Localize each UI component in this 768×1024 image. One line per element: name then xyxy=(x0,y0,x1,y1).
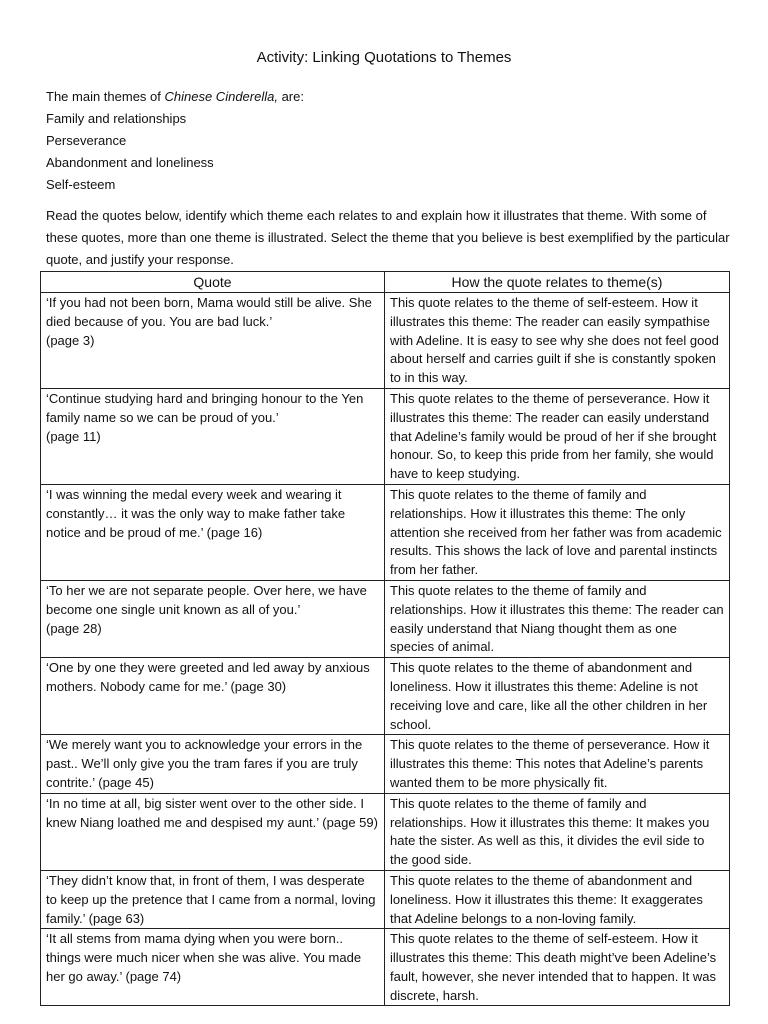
table-row xyxy=(41,735,730,793)
table-row xyxy=(41,484,730,580)
quote-cell xyxy=(41,293,385,389)
quote-text: ‘They didn’t know that, in front of them, I was desperate to keep up the pretence that I came from a normal, loving family.’ (page 63) xyxy=(46,872,376,926)
analysis-cell: This quote relates to the theme of family and relationships. How it illustrates this theme: The reader can easily understand that Niang thought them as one species of animal. xyxy=(385,580,730,657)
quote-text: ‘To her we are not separate people. Over here, we have become one single unit known as all of you.’ xyxy=(46,582,367,617)
column-header-quote: Quote xyxy=(41,272,385,293)
table-row xyxy=(41,293,730,389)
quote-text: ‘Continue studying hard and bringing honour to the Yen family name so we can be proud of you.’ xyxy=(46,390,364,425)
quote-cell xyxy=(41,929,385,1006)
analysis-cell: This quote relates to the theme of self-esteem. How it illustrates this theme: The reader can easily sympathise with Adeline. It is easy to see why she does not feel good about herself and carries guilt if she is constantly spoken to in this way. xyxy=(385,293,730,389)
page-reference: (page 28) xyxy=(46,620,102,636)
theme-item: Abandonment and loneliness xyxy=(46,155,214,170)
table-row xyxy=(41,580,730,657)
table-row xyxy=(41,658,730,735)
analysis-cell: This quote relates to the theme of perseverance. How it illustrates this theme: The reader can easily understand that Adeline’s family would be proud of her if she brought honour. So, to keep this pride from her family, she would have to keep studying. xyxy=(385,388,730,484)
page-reference: (page 11) xyxy=(46,428,101,444)
quote-text: ‘In no time at all, big sister went over to the other side. I knew Niang loathed me and despised my aunt.’ (page 59) xyxy=(46,795,378,830)
quote-cell xyxy=(41,735,385,793)
quote-text: ‘We merely want you to acknowledge your errors in the past.. We’ll only give you the tram fares if you are truly contrite.’ (page 45) xyxy=(46,737,363,790)
table-row xyxy=(41,388,730,484)
analysis-cell: This quote relates to the theme of family and relationships. How it illustrates this theme: The only attention she received from her father was from academic results. This shows the lack of love and parental instincts from her father. xyxy=(385,484,730,580)
analysis-cell: This quote relates to the theme of family and relationships. How it illustrates this theme: It makes you hate the sister. As well as this, it divides the evil side to the good side. xyxy=(385,793,730,870)
theme-item: Perseverance xyxy=(46,133,127,148)
table-header-row xyxy=(41,272,730,293)
analysis-cell: This quote relates to the theme of abandonment and loneliness. How it illustrates this theme: It exaggerates that Adeline belongs to a non-loving family. xyxy=(385,870,730,928)
quote-cell xyxy=(41,870,385,928)
analysis-cell: This quote relates to the theme of perseverance. How it illustrates this theme: This notes that Adeline’s parents wanted them to be more physically fit. xyxy=(385,735,730,793)
quote-text: ‘If you had not been born, Mama would still be alive. She died because of you. You are bad luck.’ xyxy=(46,295,372,329)
quote-text: ‘I was winning the medal every week and wearing it constantly… it was the only way to make father take notice and be proud of me.’ (page 16) xyxy=(46,486,346,540)
quote-cell xyxy=(41,580,385,657)
quote-cell xyxy=(41,388,385,484)
table-row xyxy=(41,793,730,870)
themes-lead xyxy=(46,86,736,108)
themes-intro xyxy=(46,86,736,196)
table-row xyxy=(41,929,730,1006)
theme-item: Self-esteem xyxy=(46,177,116,192)
book-title: Chinese Cinderella, xyxy=(164,89,278,104)
quote-text: ‘It all stems from mama dying when you were born.. things were much nicer when she was alive. You made her go away.’ (page 74) xyxy=(46,931,362,984)
quote-text: ‘One by one they were greeted and led away by anxious mothers. Nobody came for me.’ (page 30) xyxy=(46,660,370,694)
page-title: Activity: Linking Quotations to Themes xyxy=(256,49,512,66)
analysis-cell: This quote relates to the theme of abandonment and loneliness. How it illustrates this theme: Adeline is not receiving love and care, like all the other children in her school. xyxy=(385,658,730,735)
page-reference: (page 3) xyxy=(46,332,95,348)
quote-cell xyxy=(41,793,385,870)
column-header-analysis: How the quote relates to theme(s) xyxy=(385,272,730,293)
quotes-table xyxy=(40,271,730,1006)
table-row xyxy=(41,870,730,928)
quote-cell xyxy=(41,484,385,580)
themes-lead-after: are: xyxy=(277,89,304,104)
quote-cell xyxy=(41,658,385,735)
theme-item: Family and relationships xyxy=(46,111,187,126)
analysis-cell: This quote relates to the theme of self-esteem. How it illustrates this theme: This death might’ve been Adeline’s fault, however, she never intended that to happen. It was discrete, harsh. xyxy=(385,929,730,1006)
instructions-paragraph: Read the quotes below, identify which theme each relates to and explain how it illustrates that theme. With some of these quotes, more than one theme is illustrated. Select the theme that you believe is best exemplified by the particular quote, and justify your response. xyxy=(46,208,730,267)
themes-lead-before: The main themes of xyxy=(46,89,165,104)
